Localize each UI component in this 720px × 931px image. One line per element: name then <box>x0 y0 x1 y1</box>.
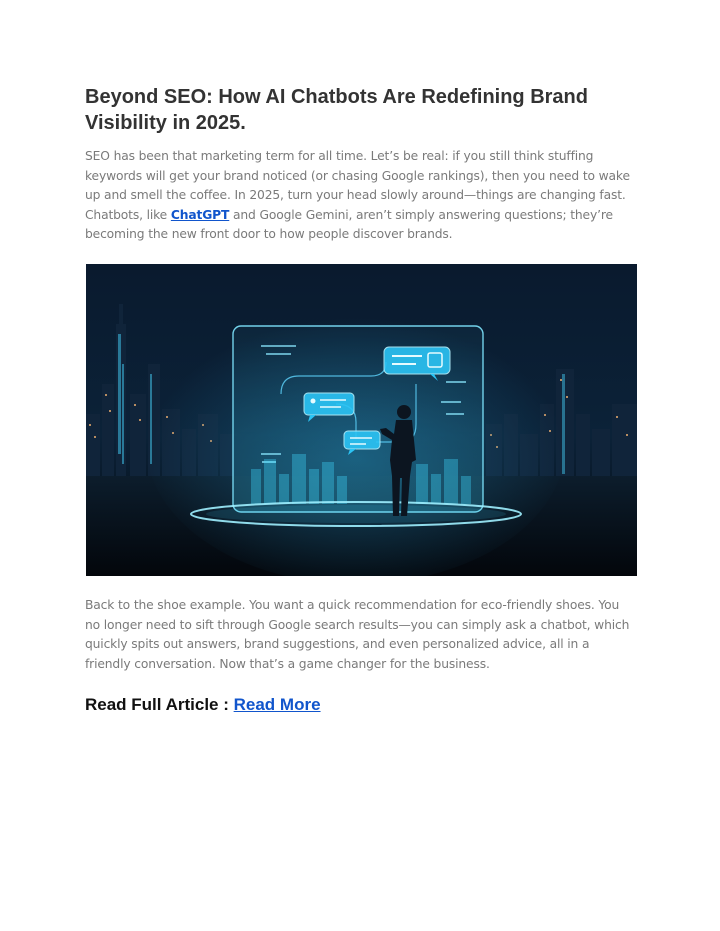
hero-image <box>86 264 637 576</box>
chatgpt-link[interactable]: ChatGPT <box>170 207 230 222</box>
hero-illustration <box>86 264 637 576</box>
intro-text-after-link: and Google Gemini, aren’t simply answering questions; they’re becoming the new front door to how people discover brands. <box>85 207 613 241</box>
read-more-link[interactable]: Read More <box>233 695 321 714</box>
intro-paragraph <box>85 147 637 245</box>
read-full-article-label: Read Full Article : <box>85 695 234 714</box>
body-paragraph: Back to the shoe example. You want a quick recommendation for eco-friendly shoes. You no longer need to sift through Google search results—you can simply ask a chatbot, which quickly spits out answers, brand suggestions, and even personalized advice, all in a friendly conversation. Now that’s a game changer for the business. <box>85 598 630 671</box>
read-full-article-line <box>85 694 321 716</box>
intro-text-before-link: SEO has been that marketing term for all time. Let’s be real: if you still think stuffing keywords will get your brand noticed (or chasing Google rankings), then you need to wake up and smell the coffee. In 2025, turn your head slowly around—things are changing fast. Chatbots, like <box>85 149 630 222</box>
article-title: Beyond SEO: How AI Chatbots Are Redefining Brand Visibility in 2025. <box>85 86 588 134</box>
